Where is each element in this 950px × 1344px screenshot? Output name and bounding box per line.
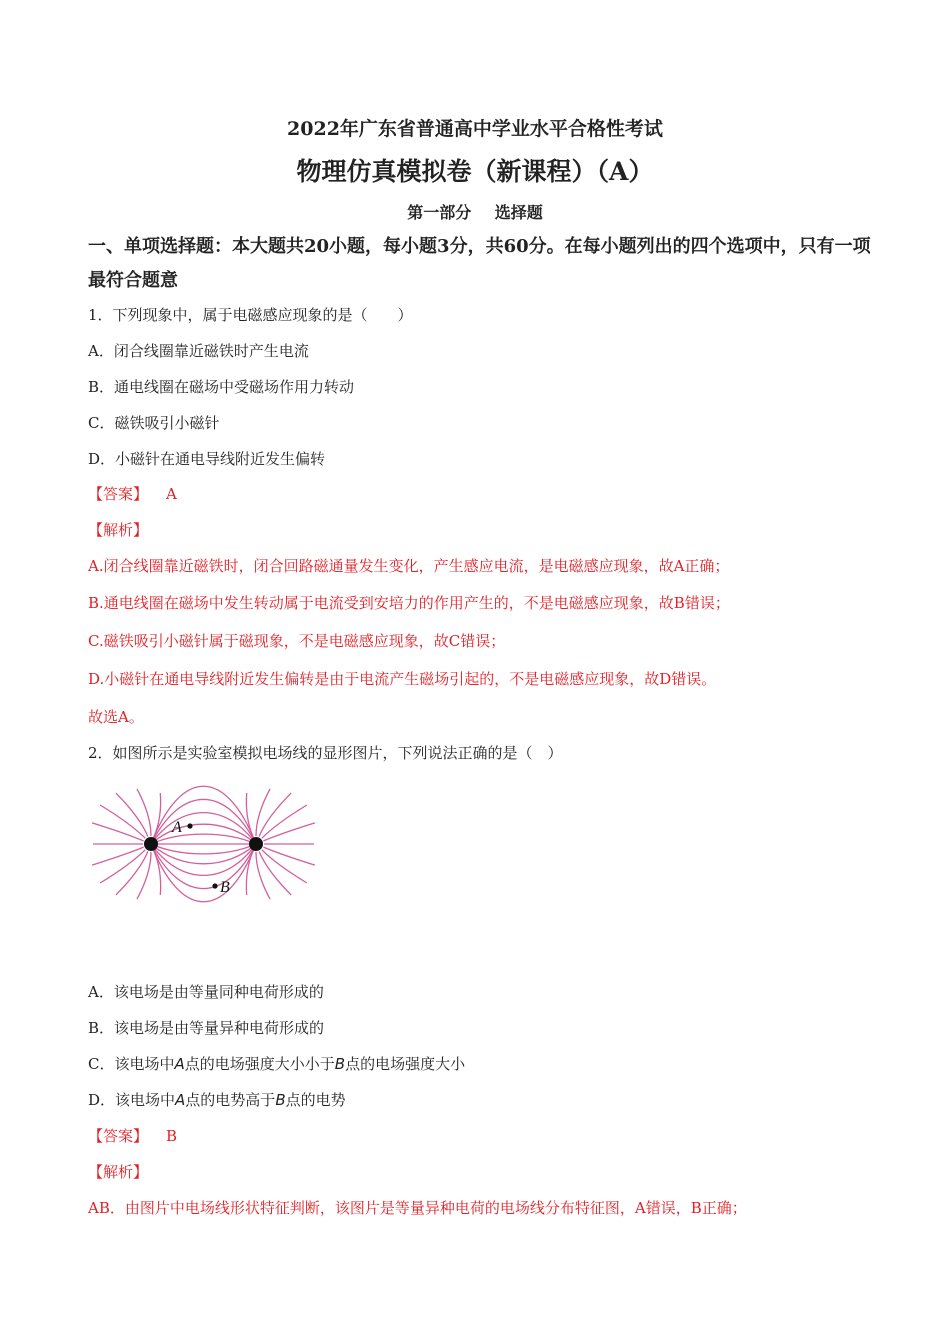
option-text: 点的电势高于 [185,1091,276,1109]
field-line-ray [92,823,144,841]
question-1-option-a: A．闭合线圈靠近磁铁时产生电流 [88,342,309,360]
point-a-label: A [172,819,182,836]
field-line-connecting [151,813,256,844]
question-1-analysis-d: D.小磁针在通电导线附近发生偏转是由于电流产生磁场引起的，不是电磁感应现象，故D错误。 [88,670,717,688]
question-1-answer [88,483,177,505]
answer-value: B [166,1127,178,1145]
question-2-option-a: A．该电场是由等量同种电荷形成的 [88,983,324,1001]
option-text: 点的电势 [285,1091,346,1109]
variable-a: A [175,1091,186,1109]
question-1-option-d: D．小磁针在通电导线附近发生偏转 [88,450,326,468]
answer-value: A [166,485,177,503]
field-line-ray [116,851,148,895]
point-a-marker [187,823,192,828]
question-1-analysis-b: B.通电线圈在磁场中发生转动属于电流受到安培力的作用产生的，不是电磁感应现象，故B错误； [88,594,730,612]
part-heading: 第一部分 选择题 [407,203,543,222]
field-line-ray [263,823,315,841]
question-2-option-c [88,1053,465,1075]
field-line-ray [92,847,144,865]
field-line-ray [259,793,291,837]
field-line-connecting [151,844,256,902]
charge-left [144,837,158,851]
field-lines [92,786,315,902]
point-b-marker [212,883,217,888]
charge-right [249,837,263,851]
field-line-connecting [151,844,256,875]
question-1-option-b: B．通电线圈在磁场中受磁场作用力转动 [88,378,355,396]
electric-field-lines-figure [84,776,334,916]
field-line-ray [263,847,315,865]
option-text: D．该电场中 [88,1091,176,1109]
field-line-ray [259,851,291,895]
exam-title: 2022年广东省普通高中学业水平合格性考试 [287,118,663,140]
question-1-stem: 1．下列现象中，属于电磁感应现象的是（ ） [88,306,413,324]
field-line-connecting [151,834,256,844]
question-1-option-c: C．磁铁吸引小磁针 [88,414,220,432]
question-2-analysis-label: 【解析】 [88,1163,149,1181]
variable-b: B [275,1091,286,1109]
section-heading: 一、单项选择题：本大题共20小题，每小题3分，共60分。在每小题列出的四个选项中，只有一项最符合题意 [88,236,871,291]
question-2-answer [88,1125,177,1147]
question-2-analysis-ab: AB．由图片中电场线形状特征判断，该图片是等量异种电荷的电场线分布特征图，A错误，B正确； [88,1199,747,1217]
question-2-option-b: B．该电场是由等量异种电荷形成的 [88,1019,325,1037]
question-1-analysis-c: C.磁铁吸引小磁针属于磁现象，不是电磁感应现象，故C错误； [88,632,506,650]
question-1-analysis-a: A.闭合线圈靠近磁铁时，闭合回路磁通量发生变化，产生感应电流，是电磁感应现象，故A正确； [88,557,730,575]
field-line-connecting [151,786,256,844]
option-text: 点的电场强度大小小于 [184,1055,335,1073]
paper-title: 物理仿真模拟卷（新课程）（A） [296,157,654,186]
variable-a: A [174,1055,185,1073]
answer-label: 【答案】 [88,485,149,503]
answer-label: 【答案】 [88,1127,149,1145]
field-line-ray [116,793,148,837]
option-text: C．该电场中 [88,1055,175,1073]
option-text: 点的电场强度大小 [345,1055,466,1073]
question-2-stem: 2．如图所示是实验室模拟电场线的显形图片，下列说法正确的是（ ） [88,744,563,762]
field-line-connecting [151,844,256,889]
question-1-conclusion: 故选A。 [88,708,144,726]
point-b-label: B [220,879,230,896]
field-line-connecting [151,799,256,844]
field-line-connecting [151,844,256,854]
variable-b: B [334,1055,346,1073]
question-1-analysis-label: 【解析】 [88,521,149,539]
question-2-option-d [88,1089,346,1111]
